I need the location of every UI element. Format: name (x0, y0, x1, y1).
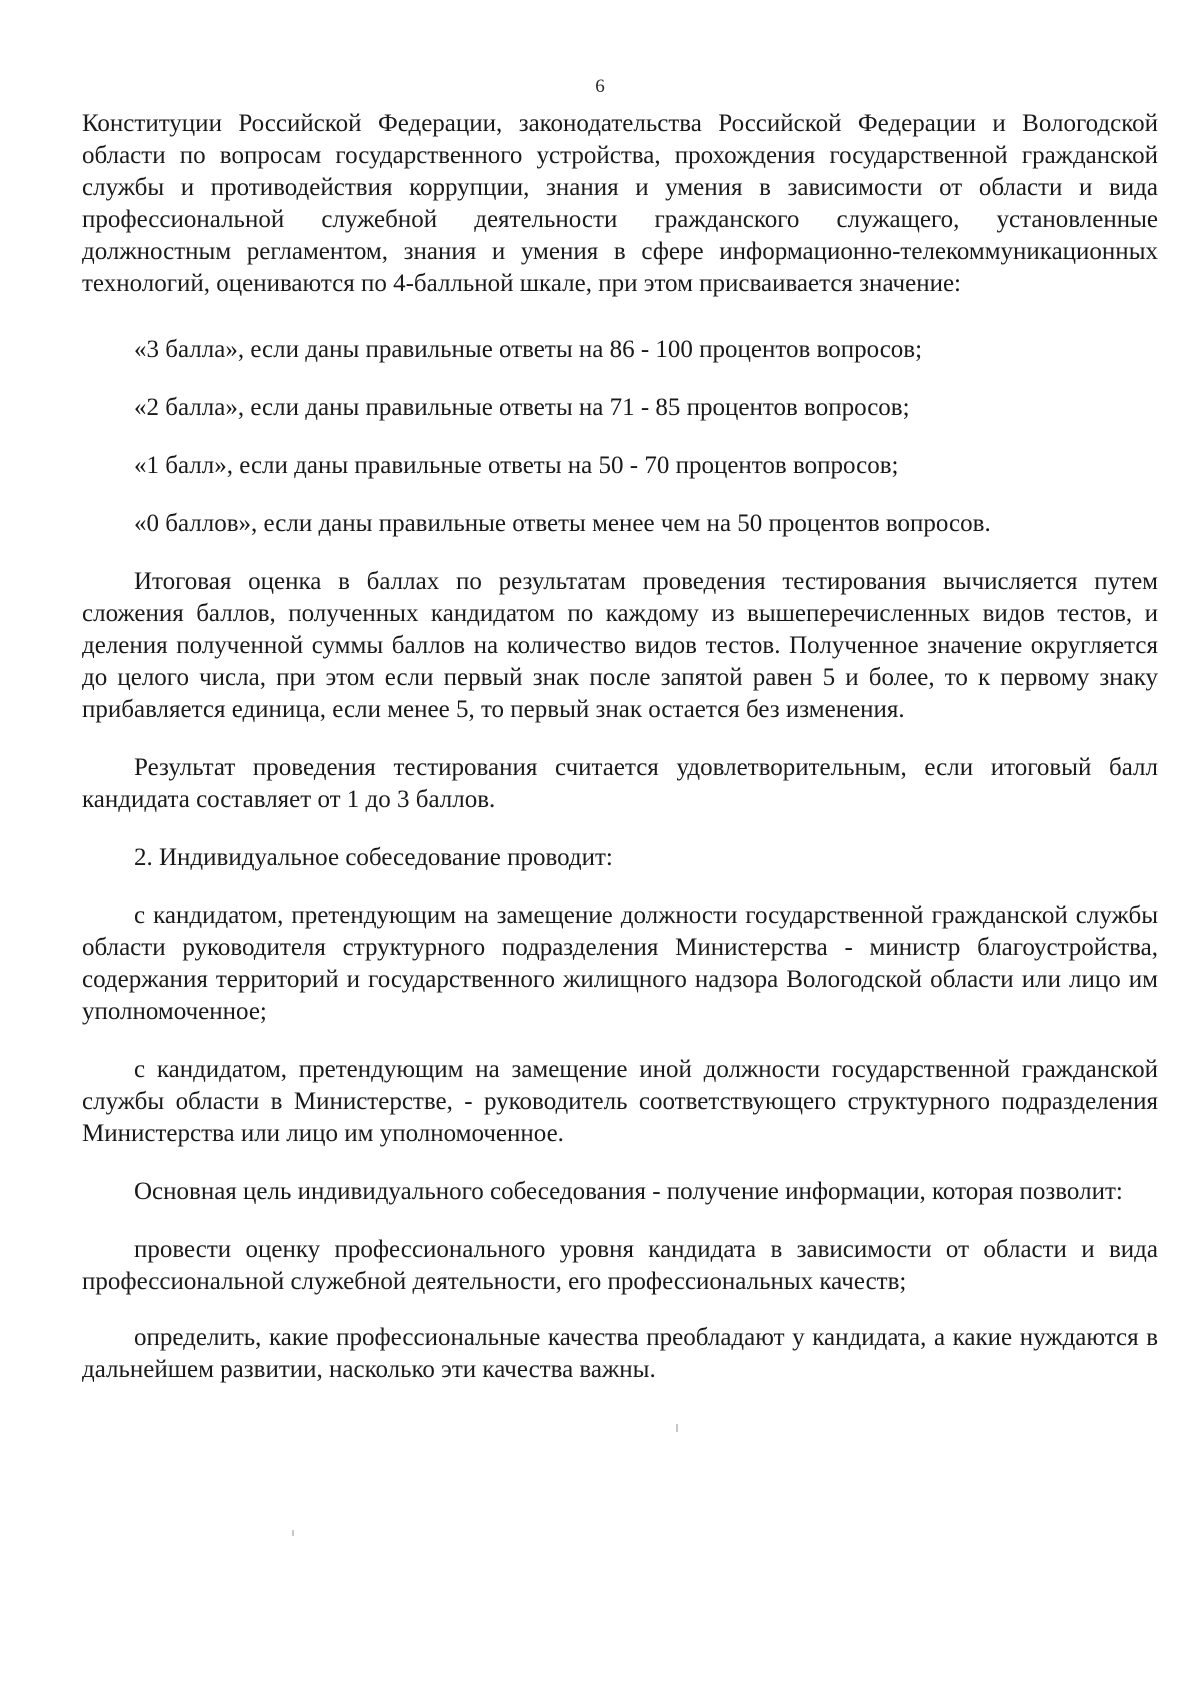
score-item-2: «2 балла», если даны правильные ответы на 71 - 85 процентов вопросов; (134, 394, 910, 421)
interview-other-paragraph: с кандидатом, претендующим на замещение иной должности государственной гражданской службы области в Министерстве, - руководитель соответствующего структурного подразделения Министерства или лицо им уполномоченное. (82, 1056, 1158, 1147)
score-item-0: «0 баллов», если даны правильные ответы менее чем на 50 процентов вопросов. (134, 510, 991, 537)
goal-item-assessment: провести оценку профессионального уровня кандидата в зависимости от области и вида профессиональной служебной деятельности, его профессиональных качеств; (82, 1236, 1158, 1295)
scan-mark (676, 1424, 678, 1432)
document-body (82, 108, 1158, 1386)
interview-head-paragraph: с кандидатом, претендующим на замещение должности государственной гражданской службы области руководителя структурного подразделения Министерства - министр благоустройства, содержания территорий и государственного жилищного надзора Вологодской области или лицо им уполномоченное; (82, 902, 1158, 1025)
scan-mark (292, 1530, 294, 1536)
score-item-1: «1 балл», если даны правильные ответы на 50 - 70 процентов вопросов; (134, 452, 899, 479)
interview-heading: 2. Индивидуальное собеседование проводит: (134, 844, 613, 871)
score-item-3: «3 балла», если даны правильные ответы на 86 - 100 процентов вопросов; (134, 336, 923, 363)
goal-item-qualities: определить, какие профессиональные качества преобладают у кандидата, а какие нуждаются в дальнейшем развитии, насколько эти качества важны. (82, 1324, 1158, 1383)
final-score-paragraph: Итоговая оценка в баллах по результатам проведения тестирования вычисляется путем сложения баллов, полученных кандидатом по каждому из вышеперечисленных видов тестов, и деления полученной суммы баллов на количество видов тестов. Полученное значение округляется до целого числа, при этом если первый знак после запятой равен 5 и более, то к первому знаку прибавляется единица, если менее 5, то первый знак остается без изменения. (82, 568, 1158, 723)
goal-paragraph: Основная цель индивидуального собеседования - получение информации, которая позволит: (134, 1178, 1123, 1205)
intro-paragraph: Конституции Российской Федерации, законодательства Российской Федерации и Вологодской области по вопросам государственного устройства, прохождения государственной гражданской службы и противодействия коррупции, знания и умения в зависимости от области и вида профессиональной служебной деятельности гражданского служащего, установленные должностным регламентом, знания и умения в сфере информационно-телекоммуникационных технологий, оцениваются по 4-балльной шкале, при этом присваивается значение: (82, 110, 1158, 297)
result-paragraph: Результат проведения тестирования считается удовлетворительным, если итоговый балл кандидата составляет от 1 до 3 баллов. (82, 754, 1158, 813)
page-number: 6 (595, 76, 605, 97)
